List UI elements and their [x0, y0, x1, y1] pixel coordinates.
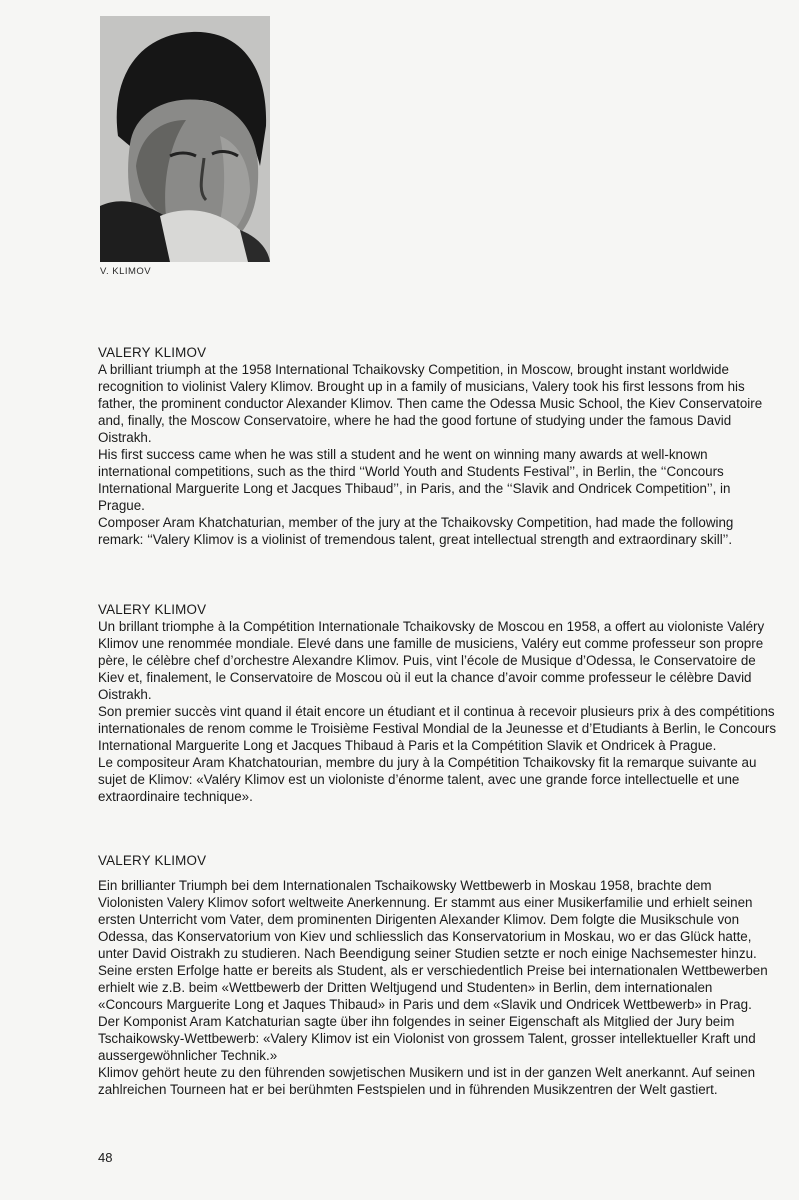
paragraph: Le compositeur Aram Khatchatourian, membre du jury à la Compétition Tchaikovsky fit la remarque suivante au sujet de Klimov: «Valéry Klimov est un violoniste d’énorme talent, avec une grande force intellectuelle et une extraordinaire technique». — [98, 755, 757, 804]
paragraph: Der Komponist Aram Katchaturian sagte über ihn folgendes in seiner Eigenschaft als Mitglied der Jury beim Tschaikowsky-Wettbewerb: «Valery Klimov ist ein Violonist von grossem Talent, grosser intellektueller Kraft und aussergewöhnlicher Technik.» — [98, 1014, 756, 1063]
portrait-photo — [100, 16, 270, 262]
section-heading: VALERY KLIMOV — [98, 853, 207, 868]
german-section — [98, 852, 778, 1098]
paragraph: His first success came when he was still a student and he went on winning many awards at well-known international competitions, such as the third ‘‘World Youth and Students Festival’’, in Berlin, the ‘‘Concours International Marguerite Long et Jacques Thibaud’’, in Paris, and the ‘‘Slavik and Ondricek Competition’’, in Prague. — [98, 447, 731, 513]
paragraph: Son premier succès vint quand il était encore un étudiant et il continua à recevoir plusieurs prix à des compétitions internationales de renom comme le Troisième Festival Mondial de la Jeunesse et d’Etudiants à Berlin, le Concours International Marguerite Long et Jacques Thibaud à Paris et la Compétition Slavik et Ondricek à Prague. — [98, 704, 777, 753]
paragraph: Klimov gehört heute zu den führenden sowjetischen Musikern und ist in der ganzen Welt anerkannt. Auf seinen zahlreichen Tourneen hat er bei berühmten Festspielen und in führenden Musikzentren der Welt gastiert. — [98, 1065, 756, 1097]
portrait-image — [100, 16, 270, 262]
paragraph: Ein brillianter Triumph bei dem Internationalen Tschaikowsky Wettbewerb in Moskau 1958, brachte dem Violonisten Valery Klimov sofort weltweite Anerkennung. Er stammt aus einer Musikerfamilie und erhielt seinen ersten Unterricht vom Vater, dem prominenten Dirigenten Alexander Klimov. Dem folgte die Musikschule von Odessa, das Konservatorium von Kiev und schliesslich das Konservatorium in Moskau, wo er das Glück hatte, unter David Oistrakh zu studieren. Nach Beendigung seiner Studien setzte er noch einige Nachsemester hinzu. Seine ersten Erfolge hatte er bereits als Student, als er verschiedentlich Preise bei internationalen Wettbewerben erhielt wie z.B. beim «Wettbewerb der Dritten Weltjugend und Studenten» in Berlin, dem internationalen «Concours Marguerite Long et Jaques Thibaud» in Paris und dem «Slavik und Ondricek Wettbewerb» in Prag. — [98, 878, 768, 1012]
paragraph: A brilliant triumph at the 1958 International Tchaikovsky Competition, in Moscow, brought instant worldwide recognition to violinist Valery Klimov. Brought up in a family of musicians, Valery took his first lessons from his father, the prominent conductor Alexander Klimov. Then came the Odessa Music School, the Kiev Conservatoire and, finally, the Moscow Conservatoire, where he had the good fortune of studying under the famous David Oistrakh. — [98, 362, 763, 445]
french-section — [98, 601, 778, 805]
paragraph: Composer Aram Khatchaturian, member of the jury at the Tchaikovsky Competition, had made the following remark: ‘‘Valery Klimov is a violinist of tremendous talent, great intellectual strength and extraordinary skill’’. — [98, 515, 734, 547]
section-heading: VALERY KLIMOV — [98, 345, 207, 360]
page-number: 48 — [98, 1150, 113, 1165]
english-section — [98, 344, 778, 548]
photo-caption: V. KLIMOV — [100, 266, 152, 277]
section-heading: VALERY KLIMOV — [98, 602, 207, 617]
paragraph: Un brillant triomphe à la Compétition Internationale Tchaikovsky de Moscou en 1958, a offert au violoniste Valéry Klimov une renommée mondiale. Elevé dans une famille de musiciens, Valéry eut comme professeur son propre père, le célèbre chef d’orchestre Alexandre Klimov. Puis, vint l’école de Musique d’Odessa, le Conservatoire de Kiev et, finalement, le Conservatoire de Moscou où il eut la chance d’avoir comme professeur le célèbre David Oistrakh. — [98, 619, 765, 702]
